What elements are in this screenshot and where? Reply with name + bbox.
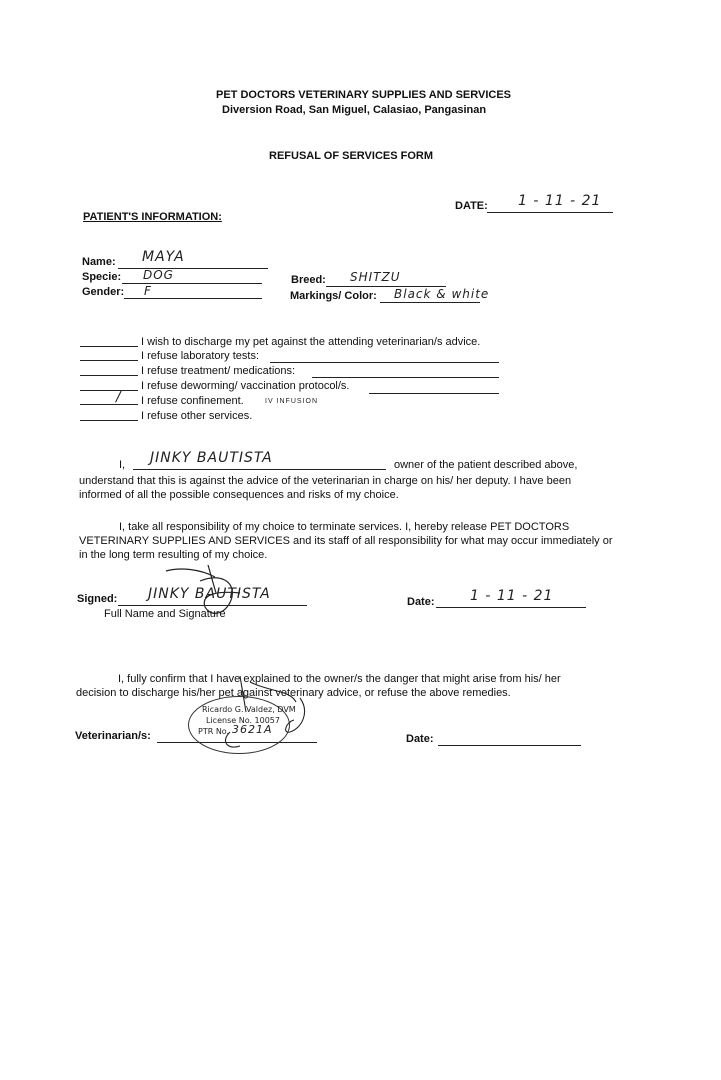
vet-stamp-license: License No. 10057 [206,716,280,725]
markings-value: Black & white [394,287,490,301]
owner-name-line [133,469,386,470]
specie-value: DOG [143,268,174,282]
statement-suffix: owner of the patient described above, [394,459,578,471]
option-3-label: I refuse treatment/ medications: [141,365,296,377]
date-line [487,212,613,213]
responsibility-line-2: VETERINARY SUPPLIES AND SERVICES and its staff of all responsibility for what may occur immediately or [79,535,613,547]
owner-name-value: JINKY BAUTISTA [150,450,273,466]
veterinarian-label: Veterinarian/s: [75,730,151,742]
gender-value: F [144,284,152,298]
option-5-note: IV INFUSION [265,398,319,405]
form-title: REFUSAL OF SERVICES FORM [269,150,434,162]
vet-stamp-ptr-value: 3621A [232,723,273,736]
markings-line [380,302,480,303]
confirmation-line-2: decision to discharge his/her pet against veterinary advice, or refuse the above remedies. [76,687,511,699]
option-2-blank[interactable] [80,360,138,361]
option-4-blank[interactable] [80,390,138,391]
confirmation-line-1: I, fully confirm that I have explained to the owner/s the danger that might arise from his/ her [118,673,561,685]
option-5-check-mark: / [116,389,122,405]
option-4-detail-line[interactable] [369,393,499,394]
option-6-label: I refuse other services. [141,410,253,422]
gender-line [124,298,262,299]
date-value: 1 - 11 - 21 [518,193,602,209]
vet-stamp-ptr: PTR No. [198,727,230,736]
statement-prefix: I, [119,459,126,471]
name-label: Name: [82,256,116,268]
name-value: MAYA [142,249,185,265]
signed-label: Signed: [77,593,118,605]
date-label: DATE: [455,200,488,212]
company-name: PET DOCTORS VETERINARY SUPPLIES AND SERVICES [216,89,512,101]
gender-label: Gender: [82,286,125,298]
vet-stamp-name: Ricardo G. Valdez, DVM [202,705,296,714]
breed-value: SHITZU [350,270,401,284]
option-5-blank[interactable] [80,404,138,405]
signature-caption: Full Name and Signature [104,608,226,620]
responsibility-line-3: in the long term resulting of my choice. [79,549,268,561]
specie-label: Specie: [82,271,122,283]
option-1-label: I wish to discharge my pet against the attending veterinarian/s advice. [141,336,481,348]
option-2-detail-line[interactable] [270,362,499,363]
statement-line-3: informed of all the possible consequences and risks of my choice. [79,489,399,501]
name-line [118,268,268,269]
option-5-label: I refuse confinement. [141,395,244,407]
owner-date-label: Date: [407,596,435,608]
option-1-blank[interactable] [80,346,138,347]
vet-date-label: Date: [406,733,434,745]
owner-date-line [436,607,586,608]
specie-line [122,283,262,284]
breed-label: Breed: [291,274,326,286]
option-3-detail-line[interactable] [312,377,499,378]
option-2-label: I refuse laboratory tests: [141,350,259,362]
option-6-blank[interactable] [80,420,138,421]
option-3-blank[interactable] [80,375,138,376]
signed-value: JINKY BAUTISTA [148,586,271,602]
responsibility-line-1: I, take all responsibility of my choice to terminate services. I, hereby release PET DOCTORS [119,521,570,533]
vet-signature-mark [210,672,320,752]
markings-label: Markings/ Color: [290,290,377,302]
company-address: Diversion Road, San Miguel, Calasiao, Pangasinan [222,104,487,116]
owner-date-value: 1 - 11 - 21 [470,588,554,604]
option-4-label: I refuse deworming/ vaccination protocol/s. [141,380,350,392]
patient-info-heading: PATIENT'S INFORMATION: [83,211,222,223]
vet-date-line[interactable] [438,745,581,746]
statement-line-2: understand that this is against the advice of the veterinarian in charge on his/ her deputy. I have been [79,475,572,487]
